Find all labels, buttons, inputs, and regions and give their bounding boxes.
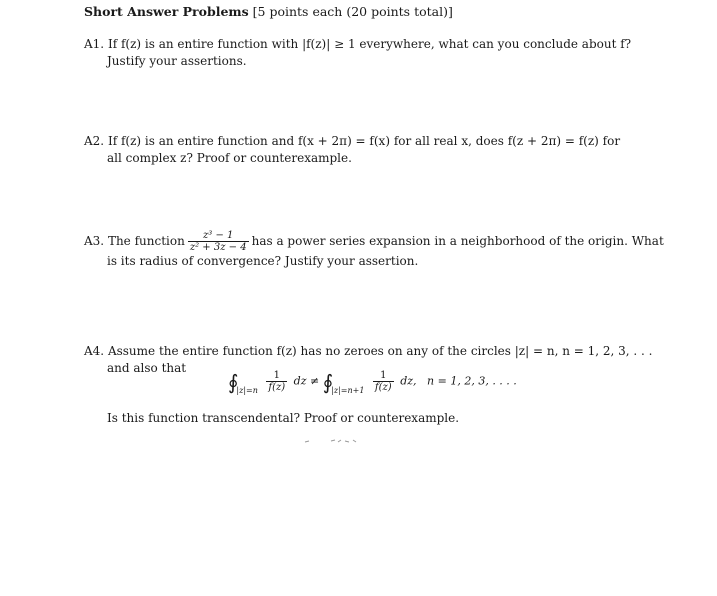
fraction-denominator: z² + 3z − 4 — [189, 242, 247, 253]
problem-a1-line2: Justify your assertions. — [107, 54, 247, 68]
contour-integral-icon: ∮ — [228, 369, 239, 394]
integral2-fraction — [373, 370, 394, 393]
problem-a3-label: A3. — [84, 234, 105, 248]
problem-a2-label: A2. — [84, 134, 105, 148]
contour-integral-icon: ∮ — [322, 369, 334, 394]
integral1-numerator: 1 — [273, 370, 280, 381]
problem-a4-label: A4. — [84, 344, 105, 358]
problem-a3-text-pre: The function — [107, 234, 185, 248]
problem-a2 — [84, 133, 644, 167]
integral1-bounds: |z|=n — [236, 385, 258, 395]
problem-a2-text: If f(z) is an entire function and f(x + 2π) = f(x) for all real x, does f(z + 2π) = f(z) for — [107, 134, 621, 148]
integral2-numerator: 1 — [380, 370, 387, 381]
problem-a4-line3: Is this function transcendental? Proof or counterexample. — [107, 411, 460, 425]
section-heading — [84, 4, 453, 19]
problem-a3 — [84, 230, 664, 270]
problem-a4-line1 — [84, 343, 653, 360]
integral2-denominator: f(z) — [374, 382, 392, 393]
integral2-dz: dz, — [400, 374, 417, 388]
integral1-fraction — [266, 370, 287, 393]
problem-a4-conclusion — [84, 410, 644, 427]
heading-points: [5 points each (20 points total)] — [252, 4, 453, 19]
integral-condition: n = 1, 2, 3, . . . . — [427, 374, 517, 388]
problem-a2-line1 — [84, 133, 644, 150]
problem-a4-text: Assume the entire function f(z) has no zeroes on any of the circles |z| = n, n = 1, 2, 3, . . . — [107, 344, 653, 358]
integral1-dz: dz ≠ — [293, 374, 320, 388]
problem-a3-line2: is its radius of convergence? Justify your assertion. — [107, 254, 419, 268]
problem-a3-line1 — [84, 230, 664, 253]
problem-a4-line2: and also that — [107, 361, 187, 375]
problem-a4-equation — [228, 370, 517, 393]
fraction-numerator: z³ − 1 — [203, 230, 234, 241]
integral2-bounds: |z|=n+1 — [331, 385, 365, 395]
problem-a1-label: A1. — [84, 37, 105, 51]
problem-a3-fraction — [188, 230, 249, 253]
problem-a1 — [84, 36, 644, 70]
heading-title: Short Answer Problems — [84, 4, 249, 19]
problem-a2-line2: all complex z? Proof or counterexample. — [107, 151, 352, 165]
integral1-denominator: f(z) — [268, 382, 286, 393]
problem-a3-text-post: has a power series expansion in a neighborhood of the origin. What — [251, 234, 664, 248]
pencil-mark-icon — [303, 436, 363, 446]
problem-a1-text: If f(z) is an entire function with |f(z)| ≥ 1 everywhere, what can you conclude about f? — [107, 37, 632, 51]
problem-a1-line1 — [84, 36, 644, 53]
